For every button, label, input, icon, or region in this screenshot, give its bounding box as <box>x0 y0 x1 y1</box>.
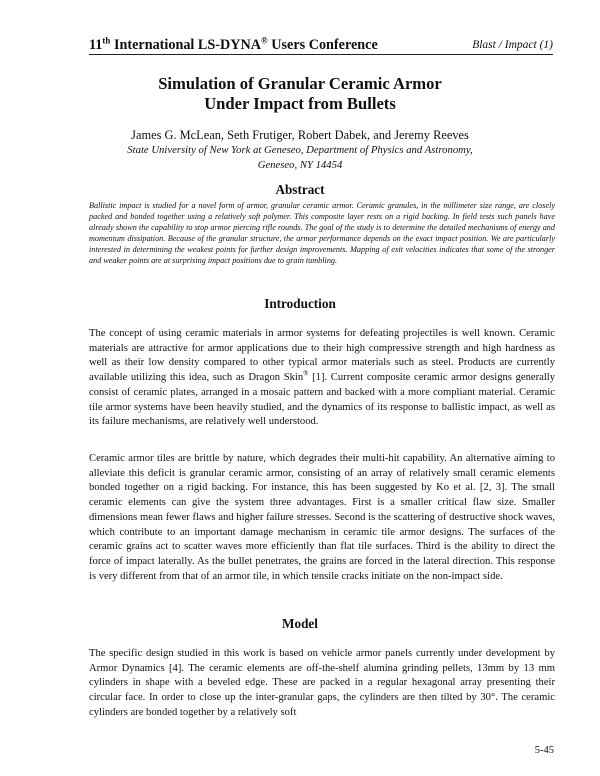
introduction-paragraph-1: The concept of using ceramic materials in armor systems for defeating projectiles is well known. Ceramic materials are attractive for armor applications due to their high compressive strength and high hardness as well as their low density compared to other typical armor materials such as steel. Products are currently available utilizing this idea, such as Dragon Skin® [1]. Current composite ceramic armor designs generally consist of ceramic plates, arranged in a mosaic pattern and backed with a more compliant material. Ceramic tile armor systems have been heavily studied, and the dynamics of its response to ballistic impact, as well as its failure mechanisms, are relatively well understood. <box>89 328 555 428</box>
conference-name: 11th International LS-DYNA® Users Conference <box>89 35 378 53</box>
section-tag: Blast / Impact (1) <box>472 39 553 51</box>
model-paragraph-1: The specific design studied in this work is based on vehicle armor panels currently under development by Armor Dynamics [4]. The ceramic elements are off-the-shelf alumina grinding pellets, 13mm by 13 mm cylinders in shape with a beveled edge. These are packed in a regular hexagonal array presenting their circular face. In order to close up the inter-granular gaps, the cylinders are then tilted by 30°. The ceramic cylinders are bonded together by a relatively soft <box>89 648 555 718</box>
abstract-heading: Abstract <box>275 182 325 197</box>
page-number: 5-45 <box>534 745 554 756</box>
author-list: James G. McLean, Seth Frutiger, Robert Dabek, and Jeremy Reeves <box>131 128 469 142</box>
affiliation: State University of New York at Geneseo, Department of Physics and Astronomy, Geneseo, NY 14454 <box>127 144 473 171</box>
paper-title: Simulation of Granular Ceramic Armor Under Impact from Bullets <box>158 74 442 113</box>
abstract-text: Ballistic impact is studied for a novel form of armor, granular ceramic armor. Ceramic granules, in the millimeter size range, are closely packed and bonded together using a relatively soft polymer. This composite layer rests on a rigid backing. In field tests such panels have already shown the capability to stop armor piercing rifle rounds. The goal of the study is to determine the detailed mechanisms of energy and momentum dissipation. Because of the granular structure, the armor performance depends on the exact impact position. We are particularly interested in determining the weakest points for further design improvements. Mapping of exit velocities indicates that some of the stronger and weaker points are at surprising impact positions due to grain tumbling. <box>89 201 555 266</box>
running-header <box>89 34 553 55</box>
introduction-paragraph-2: Ceramic armor tiles are brittle by nature, which degrades their multi-hit capability. An alternative aiming to alleviate this deficit is granular ceramic armor, consisting of an array of relatively small ceramic elements bonded together on a rigid backing. For instance, this has been suggested by Ko et al. [2, 3]. The small ceramic elements can give the system three advantages. First is a smaller critical flaw size. Smaller dimensions mean fewer flaws and higher failure stresses. Second is the scattering of destructive shock waves, which contribute to an important damage mechanism in ceramic tile armor designs. The surfaces of the ceramic grains act to scatter waves more efficiently than flat tile surfaces. Third is the ability to direct the force of impact laterally. As the bullet penetrates, the grains are forced in the lateral direction. This response is very different from that of an armor tile, in which tensile cracks initiate on the non-impact side. <box>89 453 555 582</box>
model-heading: Model <box>282 616 318 631</box>
introduction-heading: Introduction <box>264 296 336 311</box>
